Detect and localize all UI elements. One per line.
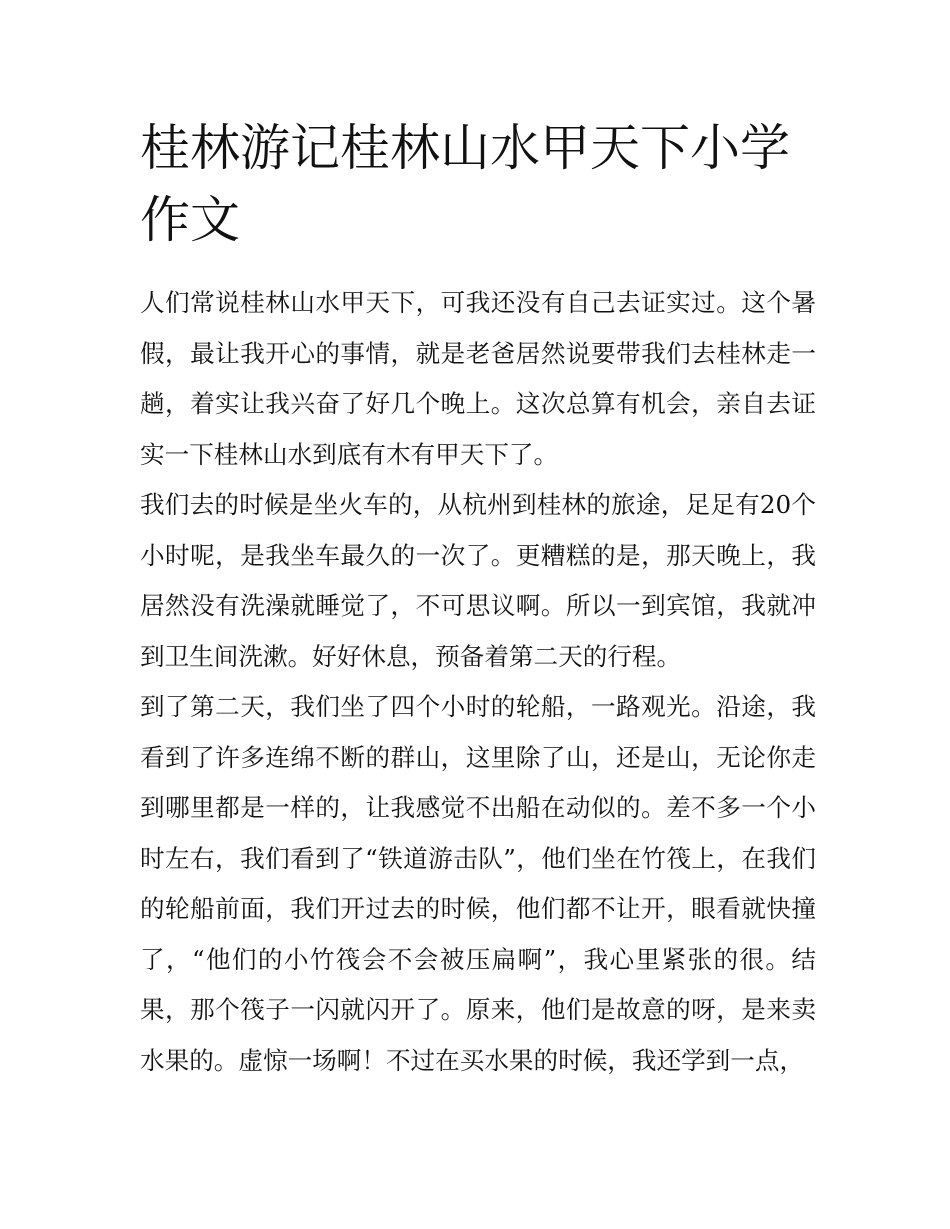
- paragraph-2: 我们去的时候是坐火车的，从杭州到桂林的旅途，足足有20个小时呢，是我坐车最久的一次了。更糟糕的是，那天晚上，我居然没有洗澡就睡觉了，不可思议啊。所以一到宾馆，我就冲到卫生间洗漱。好好休息，预备着第二天的行程。: [140, 490, 816, 671]
- paragraph-1: 人们常说桂林山水甲天下，可我还没有自己去证实过。这个暑假，最让我开心的事情，就是老爸居然说要带我们去桂林走一趟，着实让我兴奋了好几个晚上。这次总算有机会，亲自去证实一下桂林山水到底有木有甲天下了。: [140, 288, 816, 469]
- paragraph-3: 到了第二天，我们坐了四个小时的轮船，一路观光。沿途，我看到了许多连绵不断的群山，这里除了山，还是山，无论你走到哪里都是一样的，让我感觉不出船在动似的。差不多一个小时左右，我们看到了“铁道游击队”，他们坐在竹筏上，在我们的轮船前面，我们开过去的时候，他们都不让开，眼看就快撞了，“他们的小竹筏会不会被压扁啊”，我心里紧张的很。结果，那个筏子一闪就闪开了。原来，他们是故意的呀，是来卖水果的。虚惊一场啊！不过在买水果的时候，我还学到一点，: [140, 692, 816, 1075]
- document-body: [140, 112, 816, 1086]
- document-title: 桂林游记桂林山水甲天下小学作文: [140, 119, 790, 249]
